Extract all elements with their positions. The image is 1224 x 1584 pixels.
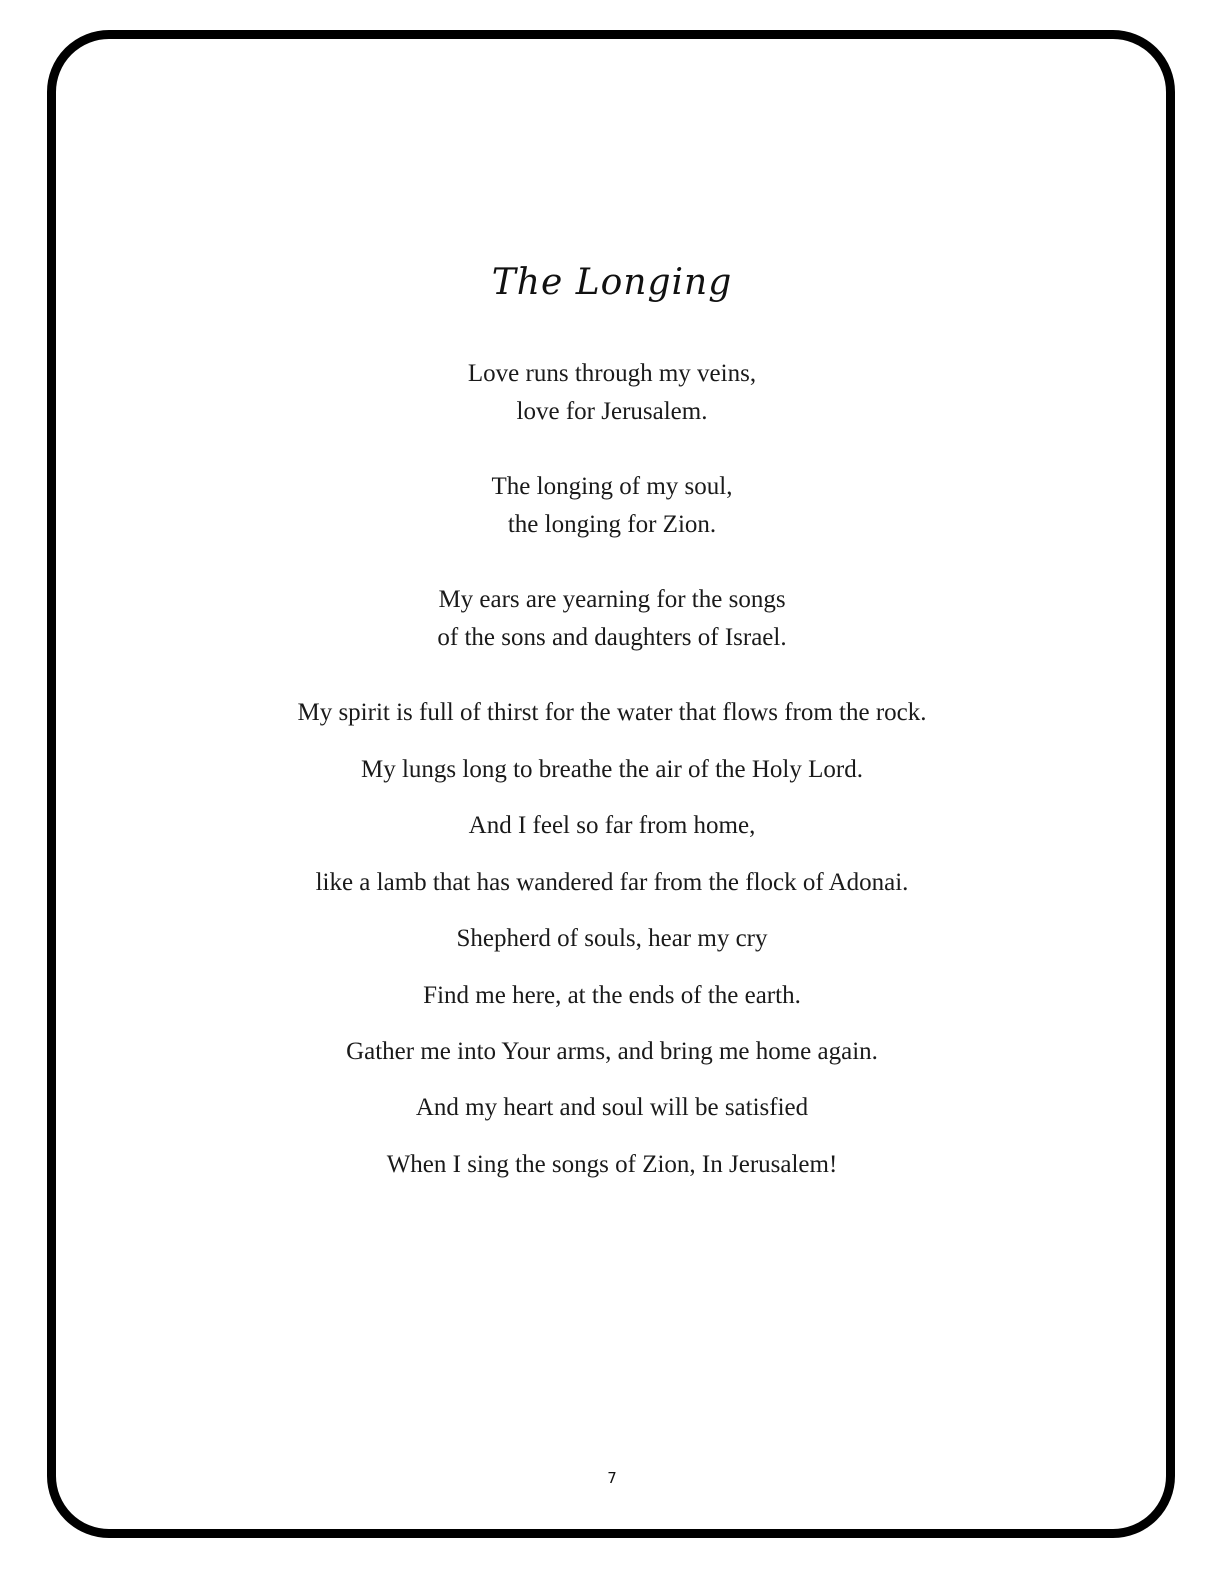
page-number: 7 xyxy=(607,1469,617,1487)
poem-line: And I feel so far from home, xyxy=(468,812,756,839)
poem-line: Shepherd of souls, hear my cry xyxy=(456,925,768,952)
poem-line: Find me here, at the ends of the earth. xyxy=(423,982,801,1009)
stanza-1-line-1: Love runs through my veins, xyxy=(467,360,757,387)
stanza-1-line-2: love for Jerusalem. xyxy=(516,398,708,425)
stanza-2-line-2: the longing for Zion. xyxy=(507,511,717,538)
stanza-3-line-2: of the sons and daughters of Israel. xyxy=(437,624,787,651)
poem-line: When I sing the songs of Zion, In Jerusalem! xyxy=(386,1151,838,1178)
poem-line: And my heart and soul will be satisfied xyxy=(415,1094,809,1121)
poem-line: My spirit is full of thirst for the water that flows from the rock. xyxy=(297,699,927,726)
stanza-3-line-1: My ears are yearning for the songs xyxy=(438,586,786,613)
poem-line: like a lamb that has wandered far from the flock of Adonai. xyxy=(315,869,909,896)
poem-line: My lungs long to breathe the air of the Holy Lord. xyxy=(361,756,863,783)
stanza-2-line-1: The longing of my soul, xyxy=(491,473,733,500)
poem-title: The Longing xyxy=(491,262,733,303)
poem-line: Gather me into Your arms, and bring me home again. xyxy=(346,1038,878,1065)
